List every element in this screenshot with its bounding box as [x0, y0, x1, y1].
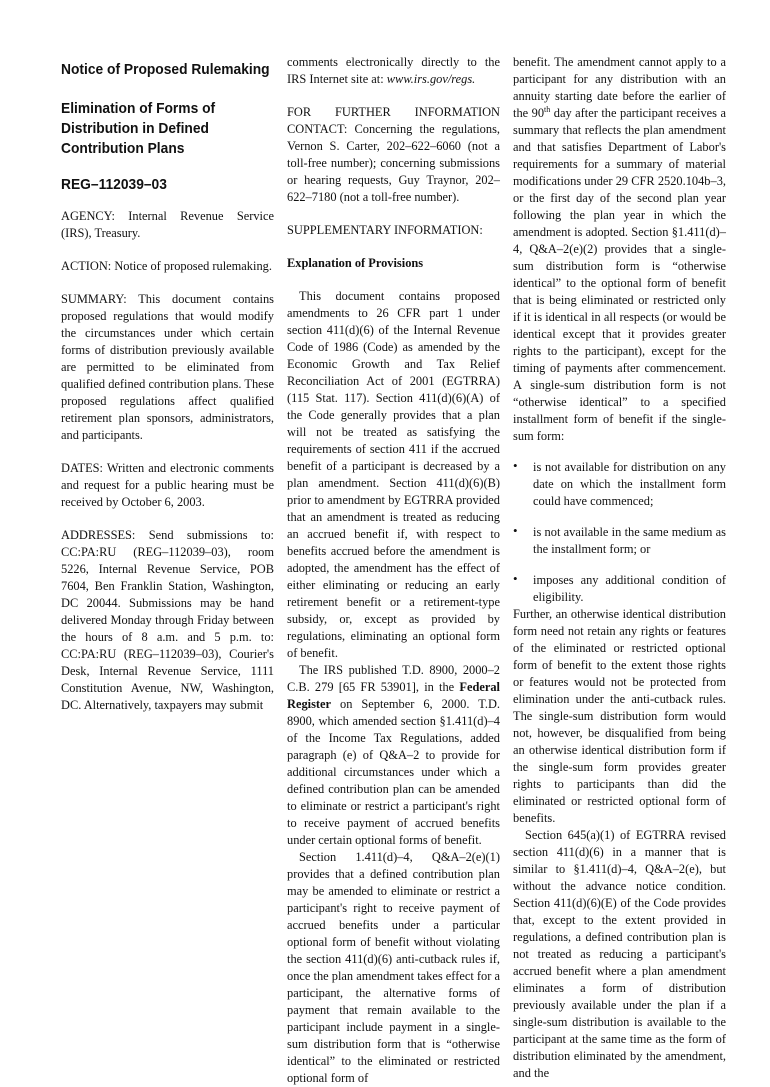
bullet-text: is not available in the same medium as the installment form; or [533, 525, 726, 556]
federal-register-text: Federal Register [287, 680, 500, 711]
otherwise-identical-paragraph: Further, an otherwise identical distribution form need not retain any rights or features of the eliminated or restricted optional form of benefit to the extent those rights or features would not be protected from elimination under the anti-cutback rules. The single-sum distribution form would not, however, be disqualified from being an otherwise identical distribution form if the single-sum form provides greater rights to participants than did the eliminated or restricted optional form of benefits. [513, 607, 726, 825]
action-paragraph: ACTION: Notice of proposed rulemaking. [61, 259, 272, 273]
dates-paragraph: DATES: Written and electronic comments and request for a public hearing must be received by October 6, 2003. [61, 461, 274, 509]
summary-paragraph: SUMMARY: This document contains proposed regulations that would modify the circumstances under which certain forms of distribution previously available are permitted to be eliminated from qualified defined contribution plans. These proposed regulations affect qualified retirement plan sponsors, administrators, and participants. [61, 292, 274, 442]
section-1411-paragraph: Section 1.411(d)–4, Q&A–2(e)(1) provides that a defined contribution plan may be amended to eliminate or restrict a participant's right to receive payment of accrued benefits under a particular optional form of benefit without violating the section 411(d)(6) anti-cutback rules if, once the plan amendment takes effect for a participant, the alternative forms of payment that remain available to the participant include payment in a single-sum distribution form that is “otherwise identical” to the eliminated or restricted optional form of [287, 850, 500, 1085]
bullet-icon: • [513, 458, 518, 473]
bullet-item [513, 524, 726, 558]
notice-heading: Notice of Proposed Rulemaking [61, 61, 270, 78]
td8900-text-b: on September 6, 2000. T.D. 8900, which amended section §1.411(d)–4 of the Income Tax Regulations, added paragraph (e) of Q&A–2 to provide for additional circumstances under which a defined contribution plan can be amended to eliminate or restrict a participant's right to receive payment of accrued benefits under certain optional forms of benefit. [287, 697, 500, 847]
reg-number: REG–112039–03 [61, 176, 167, 193]
benefit-paragraph [513, 54, 726, 445]
bullet-item [513, 459, 726, 510]
egtrra-645-paragraph: Section 645(a)(1) of EGTRRA revised section 411(d)(6) in a manner that is similar to §1.411(d)–4, Q&A–2(e), but without the advance notice condition. Section 411(d)(6)(E) of the Code provides that, except to the extent provided in regulations, a defined contribution plan is not treated as reducing a participant's accrued benefit where a plan amendment eliminates a form of distribution previously available under the plan if a single-sum distribution is available to the participant at the same time as the form of distribution eliminated by the amendment, and the [513, 828, 726, 1080]
bullet-icon: • [513, 523, 518, 538]
middle-column [287, 54, 500, 1087]
agency-paragraph: AGENCY: Internal Revenue Service (IRS), Treasury. [61, 209, 274, 240]
ordinal-suffix: th [544, 104, 551, 114]
left-column [61, 60, 274, 714]
contact-paragraph: FOR FURTHER INFORMATION CONTACT: Concerning the regulations, Vernon S. Carter, 202–622–6060 (not a toll-free number); concerning submissions or hearing requests, Guy Traynor, 202–622–7180 (not a toll-free number). [287, 105, 500, 204]
bullet-text: is not available for distribution on any date on which the installment form could have commenced; [533, 460, 726, 508]
supplementary-heading: SUPPLEMENTARY INFORMATION: [287, 223, 483, 237]
document-title: Elimination of Forms of Distribution in Defined Contribution Plans [61, 100, 216, 157]
explanation-heading: Explanation of Provisions [287, 256, 424, 270]
comments-paragraph [287, 54, 500, 88]
benefit-text-a: benefit. The amendment cannot apply to a participant for any distribution with an annuity starting date before the earlier of the 90 [513, 55, 726, 120]
td8900-text-a: The IRS published T.D. 8900, 2000–2 C.B. 279 [65 FR 53901], in the [287, 663, 500, 694]
bullet-item [513, 572, 726, 606]
bullet-text: imposes any additional condition of eligibility. [533, 573, 726, 604]
td8900-paragraph [287, 662, 500, 849]
bullet-icon: • [513, 571, 518, 586]
comments-text: comments electronically directly to the IRS Internet site at: [287, 55, 500, 86]
irs-url-link[interactable]: www.irs.gov/regs. [386, 72, 476, 86]
benefit-text-b: day after the participant receives a summary that reflects the plan amendment and that satisfies Department of Labor's requirements for a summary of material modifications under 29 CFR 2520.104b–3, or the first day of the second plan year following the plan year in which the amendment is adopted. Section §1.411(d)–4, Q&A–2(e)(2) provides that a single-sum distribution form is “otherwise identical” to the optional form of benefit that is being eliminated or restricted only if it is identical in all respects (or would be identical except that it provides greater rights to the participant), except for the timing of payments after commencement. A single-sum distribution form is not “otherwise identical” to a specified installment form of benefit if the single-sum form: [513, 106, 726, 443]
right-column [513, 54, 726, 1082]
provisions-paragraph: This document contains proposed amendments to 26 CFR part 1 under section 411(d)(6) of the Internal Revenue Code of 1986 (Code) as amended by the Economic Growth and Tax Relief Reconciliation Act of 2001 (EGTRRA) (115 Stat. 117). Section 411(d)(6)(A) of the Code generally provides that a plan will not be treated as satisfying the requirements of section 411 if the accrued benefit of a participant is decreased by a plan amendment. Section 411(d)(6)(B) prior to amendment by EGTRRA provided that an amendment is treated as reducing an accrued benefit if, with respect to benefits accrued before the amendment is adopted, the amendment has the effect of either eliminating or reducing an early retirement benefit or a retirement-type subsidy, or, except as provided by regulations, eliminating an optional form of benefit. [287, 289, 500, 660]
addresses-paragraph: ADDRESSES: Send submissions to: CC:PA:RU (REG–112039–03), room 5226, Internal Revenue Service, POB 7604, Ben Franklin Station, Washington, DC 20044. Submissions may be hand delivered Monday through Friday between the hours of 8 a.m. and 5 p.m. to: CC:PA:RU (REG–112039–03), Courier's Desk, Internal Revenue Service, 1111 Constitution Avenue, NW, Washington, DC. Alternatively, taxpayers may submit [61, 528, 274, 712]
